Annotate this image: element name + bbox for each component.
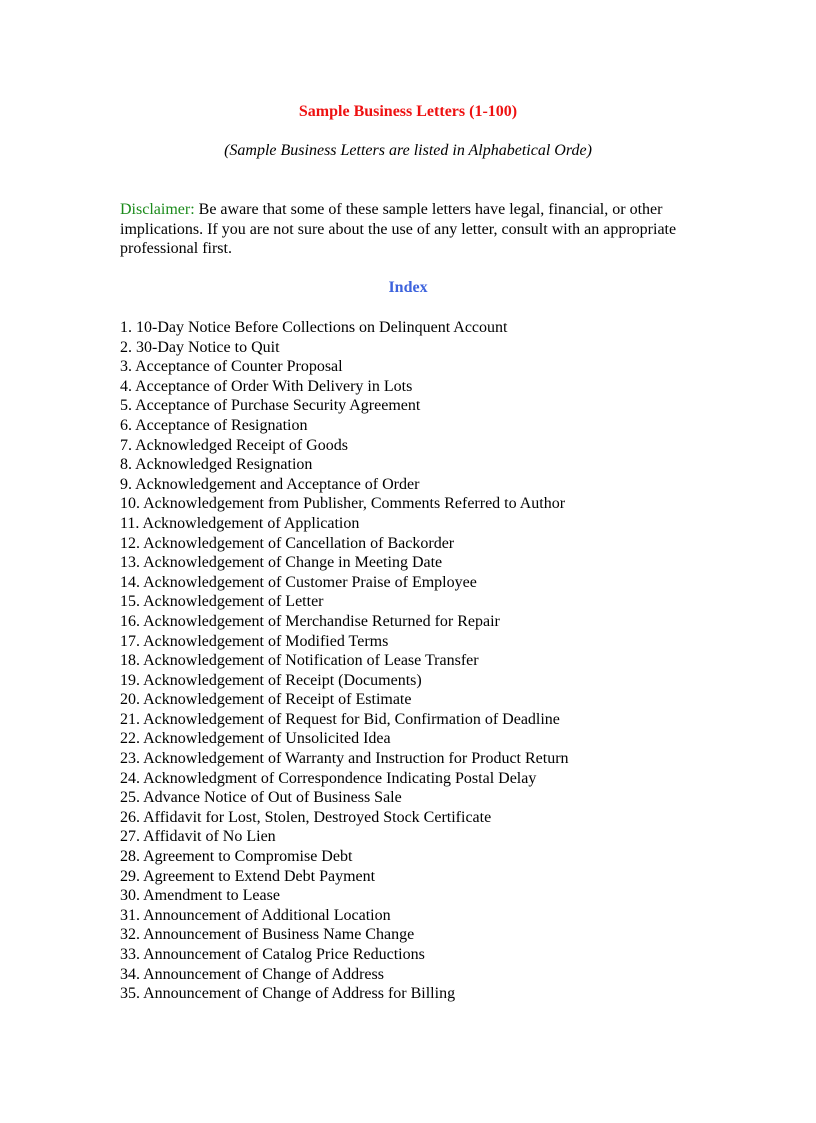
document-title: Sample Business Letters (1-100) [298, 103, 518, 120]
index-heading: Index [388, 279, 428, 296]
index-list-item: 2. 30-Day Notice to Quit [120, 338, 280, 356]
index-list-item: 22. Acknowledgement of Unsolicited Idea [120, 730, 391, 748]
index-list-item: 31. Announcement of Additional Location [120, 906, 391, 924]
index-list-item: 18. Acknowledgement of Notification of Lease Transfer [120, 652, 479, 670]
index-list-item: 9. Acknowledgement and Acceptance of Order [120, 475, 420, 493]
index-list-item: 19. Acknowledgement of Receipt (Documents) [120, 671, 422, 689]
index-list-item: 23. Acknowledgement of Warranty and Instruction for Product Return [120, 750, 569, 768]
index-list-item: 15. Acknowledgement of Letter [120, 593, 324, 611]
index-list-item: 30. Amendment to Lease [120, 887, 280, 905]
index-list-item: 25. Advance Notice of Out of Business Sale [120, 789, 402, 807]
index-list-item: 32. Announcement of Business Name Change [120, 926, 415, 944]
index-list-item: 3. Acceptance of Counter Proposal [120, 358, 343, 376]
index-list-item: 6. Acceptance of Resignation [120, 416, 308, 434]
document-subtitle: (Sample Business Letters are listed in Alphabetical Orde) [224, 142, 592, 159]
index-list-item: 17. Acknowledgement of Modified Terms [120, 632, 389, 650]
index-list-item: 33. Announcement of Catalog Price Reductions [120, 946, 425, 963]
index-list-item: 27. Affidavit of No Lien [120, 828, 276, 846]
index-list-item: 10. Acknowledgement from Publisher, Comments Referred to Author [120, 495, 566, 513]
index-list-item: 26. Affidavit for Lost, Stolen, Destroyed Stock Certificate [120, 808, 492, 826]
index-list-item: 35. Announcement of Change of Address for Billing [120, 985, 456, 1003]
index-list-item: 7. Acknowledged Receipt of Goods [120, 436, 348, 454]
index-list-item: 16. Acknowledgement of Merchandise Returned for Repair [120, 612, 500, 630]
index-list-item: 28. Agreement to Compromise Debt [120, 848, 353, 866]
index-list-item: 4. Acceptance of Order With Delivery in Lots [120, 377, 413, 395]
index-list-item: 12. Acknowledgement of Cancellation of Backorder [120, 534, 455, 552]
index-list-item: 14. Acknowledgement of Customer Praise of Employee [120, 573, 477, 591]
disclaimer-label: Disclaimer: [120, 201, 195, 218]
index-list-item: 1. 10-Day Notice Before Collections on Delinquent Account [120, 319, 508, 336]
index-list-item: 24. Acknowledgment of Correspondence Indicating Postal Delay [120, 769, 537, 787]
index-list-item: 13. Acknowledgement of Change in Meeting Date [120, 554, 443, 572]
index-list-item: 20. Acknowledgement of Receipt of Estimate [120, 691, 412, 709]
index-list [120, 318, 720, 1004]
disclaimer-paragraph [120, 200, 700, 259]
index-list-item: 29. Agreement to Extend Debt Payment [120, 867, 376, 885]
index-list-item: 34. Announcement of Change of Address [120, 965, 384, 983]
index-list-item: 8. Acknowledged Resignation [120, 456, 313, 474]
index-list-item: 5. Acceptance of Purchase Security Agreement [120, 397, 421, 415]
index-list-item: 11. Acknowledgement of Application [120, 514, 360, 532]
index-list-item: 21. Acknowledgement of Request for Bid, Confirmation of Deadline [120, 710, 560, 728]
disclaimer-text: Be aware that some of these sample letters have legal, financial, or other implications. If you are not sure about the use of any letter, consult with an appropriate professional first. [120, 201, 677, 258]
